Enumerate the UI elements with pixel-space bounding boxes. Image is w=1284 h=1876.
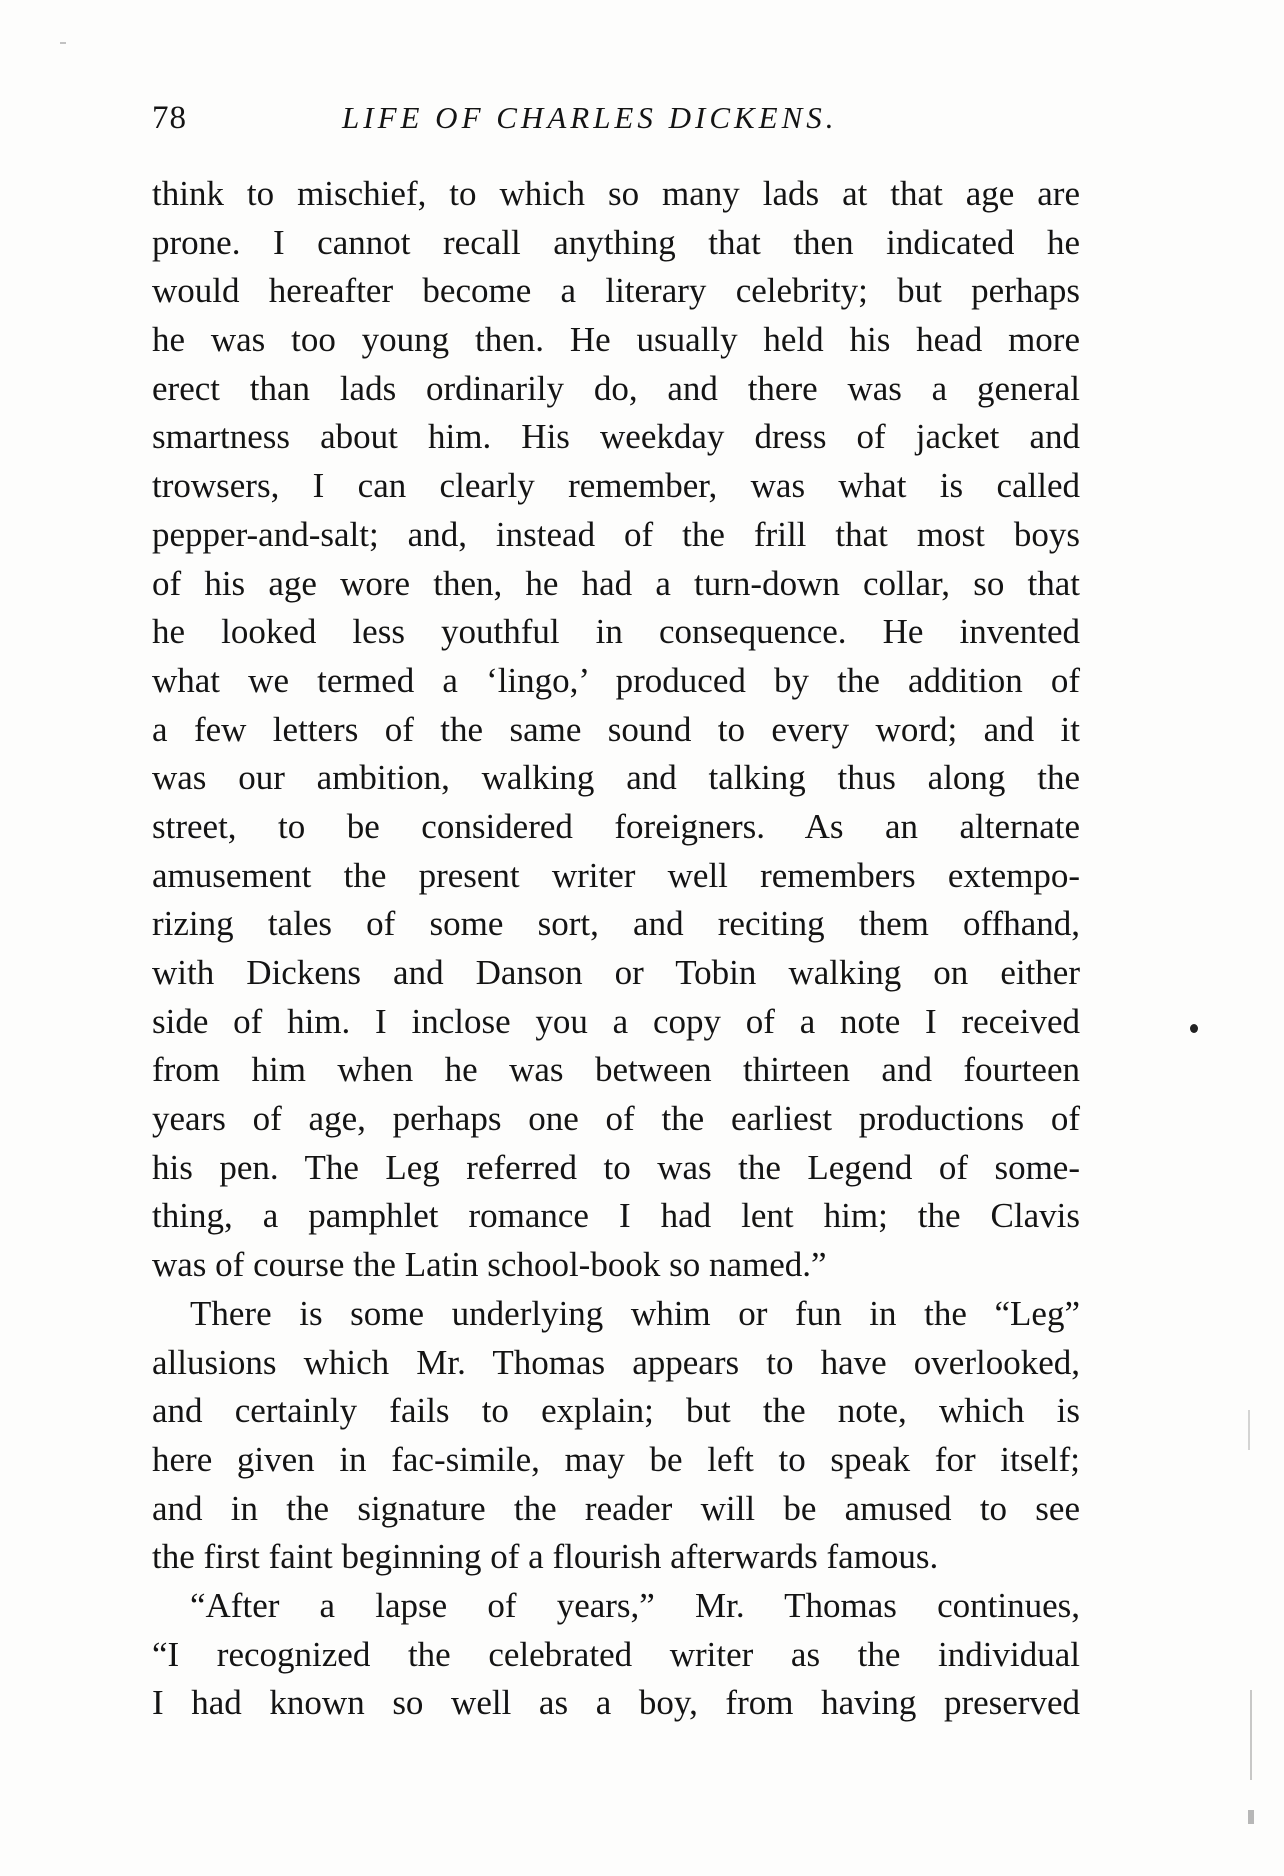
edge-mark bbox=[60, 42, 66, 44]
body-text bbox=[152, 170, 1080, 1728]
text-line: of his age wore then, he had a turn-down collar, so that bbox=[152, 563, 1080, 603]
text-line: was of course the Latin school-book so named.” bbox=[152, 1245, 827, 1285]
text-line: the first faint beginning of a flourish afterwards famous. bbox=[152, 1537, 939, 1577]
text-line: think to mischief, to which so many lads at that age are bbox=[152, 174, 1080, 213]
page-header bbox=[152, 96, 1092, 140]
text-line: street, to be considered foreigners. As an alternate bbox=[152, 806, 1080, 846]
text-line: here given in fac-simile, may be left to speak for itself; bbox=[152, 1439, 1080, 1479]
page-number: 78 bbox=[152, 100, 187, 136]
text-line: rizing tales of some sort, and reciting them offhand, bbox=[152, 904, 1080, 944]
text-line: “I recognized the celebrated writer as the individual bbox=[152, 1634, 1080, 1674]
text-line: allusions which Mr. Thomas appears to have overlooked, bbox=[152, 1342, 1080, 1382]
text-line: erect than lads ordinarily do, and there was a general bbox=[152, 368, 1080, 408]
text-line: amusement the present writer well remembers extempo- bbox=[152, 855, 1080, 895]
text-line: he looked less youthful in consequence. He invented bbox=[152, 612, 1080, 652]
text-line: trowsers, I can clearly remember, was what is called bbox=[152, 466, 1080, 506]
text-line: what we termed a ‘lingo,’ produced by the addition of bbox=[152, 660, 1080, 700]
edge-mark bbox=[1248, 1410, 1250, 1450]
text-line: was our ambition, walking and talking thus along the bbox=[152, 758, 1080, 798]
edge-mark bbox=[1248, 1810, 1254, 1824]
text-line: and certainly fails to explain; but the note, which is bbox=[152, 1391, 1080, 1431]
text-line: smartness about him. His weekday dress of jacket and bbox=[152, 417, 1080, 457]
text-line: thing, a pamphlet romance I had lent him; the Clavis bbox=[152, 1196, 1080, 1236]
text-line: years of age, perhaps one of the earliest productions of bbox=[152, 1099, 1080, 1139]
text-line: There is some underlying whim or fun in the “Leg” bbox=[190, 1293, 1080, 1333]
ink-speck bbox=[1190, 1024, 1198, 1033]
text-line: from him when he was between thirteen and fourteen bbox=[152, 1050, 1080, 1090]
text-line: his pen. The Leg referred to was the Legend of some- bbox=[152, 1147, 1080, 1187]
text-line: would hereafter become a literary celebrity; but perhaps bbox=[152, 271, 1080, 311]
text-line: I had known so well as a boy, from having preserved bbox=[152, 1683, 1080, 1723]
running-title: LIFE OF CHARLES DICKENS. bbox=[342, 100, 838, 135]
edge-mark bbox=[1250, 1690, 1252, 1780]
text-line: with Dickens and Danson or Tobin walking on either bbox=[152, 953, 1080, 992]
text-line: a few letters of the same sound to every word; and it bbox=[152, 709, 1080, 749]
text-line: he was too young then. He usually held his head more bbox=[152, 320, 1080, 360]
text-line: side of him. I inclose you a copy of a note I received bbox=[152, 1001, 1080, 1041]
text-line: “After a lapse of years,” Mr. Thomas continues, bbox=[190, 1585, 1080, 1625]
text-line: prone. I cannot recall anything that then indicated he bbox=[152, 222, 1080, 262]
text-line: pepper-and-salt; and, instead of the frill that most boys bbox=[152, 514, 1080, 554]
text-line: and in the signature the reader will be amused to see bbox=[152, 1488, 1080, 1528]
